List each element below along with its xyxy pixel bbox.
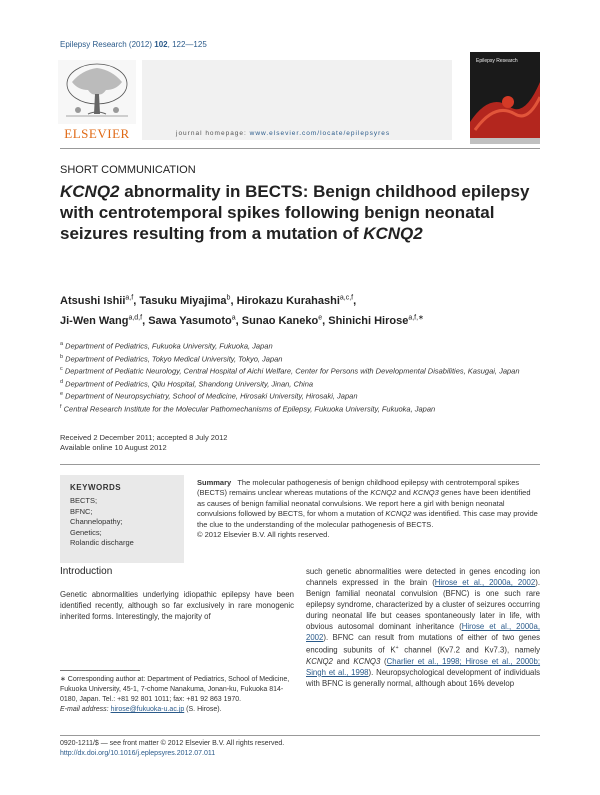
abstract-summary: Summary The molecular pathogenesis of benign childhood epilepsy with centrotemporal spikes (BECTS) remains unclear whereas mutations of the KCNQ2 and KCNQ3 genes have been identified as causes of benign familial neonatal convulsions. We report here a girl with benign neonatal convulsions followed by BECTS, for whom a mutation of KCNQ2 was identified. This case may provide the clue to the understanding of the molecular pathogenesis of BECTS. © 2012 Elsevier B.V. All rights reserved. xyxy=(197,478,538,540)
journal-reference: Epilepsy Research (2012) 102, 122—125 xyxy=(60,40,207,49)
affiliation: $^a$ Department of Pediatrics, Fukuoka University, Fukuoka, Japan xyxy=(60,341,273,351)
article-dates xyxy=(60,433,227,453)
keyword: Rolandic discharge xyxy=(70,538,134,547)
keyword: Genetics; xyxy=(70,527,102,537)
abstract-divider xyxy=(60,464,540,465)
author: Sawa Yasumoto$^a$, xyxy=(148,314,239,328)
footer-divider xyxy=(60,735,540,736)
cover-art-icon xyxy=(470,52,540,144)
received-date: Received 2 December 2011; accepted 8 July 2012 xyxy=(60,433,228,442)
author: Tasuku Miyajima$^b$, xyxy=(139,294,234,307)
affiliation: $^e$ Department of Neuropsychiatry, School of Medicine, Hirosaki University, Hirosaki, Japan xyxy=(60,391,358,401)
journal-homepage: journal homepage: www.elsevier.com/locate/epilepsyres xyxy=(176,130,391,137)
author: Atsushi Ishii$^{a,f}$, xyxy=(60,294,137,307)
page-footer xyxy=(60,739,284,759)
citation-link[interactable]: Hirose et al., 2000a, 2002 xyxy=(434,578,536,587)
publisher-name: ELSEVIER xyxy=(64,126,130,141)
article-title: KCNQ2 abnormality in BECTS: Benign childhood epilepsy with centrotemporal spikes following benign neonatal seizures resulting from a mutation of KCNQ2 xyxy=(60,182,530,243)
cover-title: Epilepsy Research xyxy=(476,58,518,64)
footnote-divider xyxy=(60,670,140,671)
copyright: © 2012 Elsevier B.V. All rights reserved. xyxy=(197,530,330,540)
author: Hirokazu Kurahashi$^{a,c,f}$, xyxy=(236,294,357,307)
keywords-list xyxy=(70,496,134,549)
keyword: Channelopathy; xyxy=(70,517,123,526)
homepage-link[interactable]: www.elsevier.com/locate/epilepsyres xyxy=(249,130,391,137)
header-band xyxy=(142,60,452,140)
affiliation-list xyxy=(60,339,540,414)
doi-link[interactable]: http://dx.doi.org/10.1016/j.eplepsyres.2012.07.011 xyxy=(60,750,216,757)
keyword: BFNC; xyxy=(70,506,93,516)
citation-link[interactable]: Hirose et al., 2000a, 2002 xyxy=(306,622,541,642)
section-heading-introduction: Introduction xyxy=(60,566,113,577)
issn-line: 0920-1211/$ — see front matter © 2012 Elsevier B.V. All rights reserved. xyxy=(60,740,285,747)
author-list xyxy=(60,289,540,330)
keywords-box xyxy=(60,475,184,563)
keyword: BECTS; xyxy=(70,496,98,505)
body-column-right: such genetic abnormalities were detected in genes encoding ion channels expressed in the brain (Hirose et al., 2000a, 2002). Benign familial neonatal convulsion (BFNC) is one such rare epilepsy syndrome, characterized by a cluster of seizures occurring during neonatal life but ceases spontaneously later in life, with obvious autosomal dominant inheritance (Hirose et al., 2000a, 2002). BFNC can result from mutations of either of two genes encoding subunits of K+ channel (Kv7.2 and Kv7.3), namely KCNQ2 and KCNQ3 (Charlier et al., 1998; Hirose et al., 2000b; Singh et al., 1998). Neuropsychological development of individuals with BFNC is generally normal, although about 16% develop xyxy=(306,567,541,688)
affiliation: $^c$ Department of Pediatric Neurology, Central Hospital of Aichi Welfare, Center for Persons with Developmental Disabilities, Kasugai, Japan xyxy=(60,366,520,376)
online-date: Available online 10 August 2012 xyxy=(60,443,167,452)
email-link[interactable]: hirose@fukuoka-u.ac.jp xyxy=(110,706,185,713)
author: Sunao Kaneko$^e$, xyxy=(241,314,326,328)
affiliation: $^d$ Department of Pediatrics, Qilu Hospital, Shandong University, Jinan, China xyxy=(60,378,314,388)
author: Shinichi Hirose$^{a,f,∗}$ xyxy=(328,314,424,328)
body-column-left: Genetic abnormalities underlying idiopathic epilepsy have been identified recently, although so far exclusively in rare monogenic inherited forms. Interestingly, the majority of xyxy=(60,590,294,622)
tree-logo-icon xyxy=(58,60,136,124)
affiliation: $^b$ Department of Pediatrics, Tokyo Medical University, Tokyo, Japan xyxy=(60,353,283,363)
author: Ji-Wen Wang$^{a,d,f}$, xyxy=(60,314,146,328)
corresponding-author-footnote: ∗ Corresponding author at: Department of Pediatrics, School of Medicine, Fukuoka University, 45-1, 7-chome Nanakuma, Jonan-ku, Fukuoka 814-0180, Japan. Tel.: +81 92 801 1011; fax: +81 92 863 1970. E-mail address: hirose@fukuoka-u.ac.jp (S. Hirose). xyxy=(60,676,290,713)
article-type: SHORT COMMUNICATION xyxy=(60,164,196,176)
citation-link[interactable]: Charlier et al., 1998; Hirose et al., 2000b; Singh et al., 1998 xyxy=(306,656,541,677)
keywords-heading: KEYWORDS xyxy=(70,483,122,492)
journal-cover xyxy=(470,52,540,144)
publisher-logo xyxy=(58,60,136,140)
header-divider xyxy=(60,148,540,149)
affiliation: $^f$ Central Research Institute for the Molecular Pathomechanisms of Epilepsy, Fukuoka University, Fukuoka, Japan xyxy=(60,403,436,413)
